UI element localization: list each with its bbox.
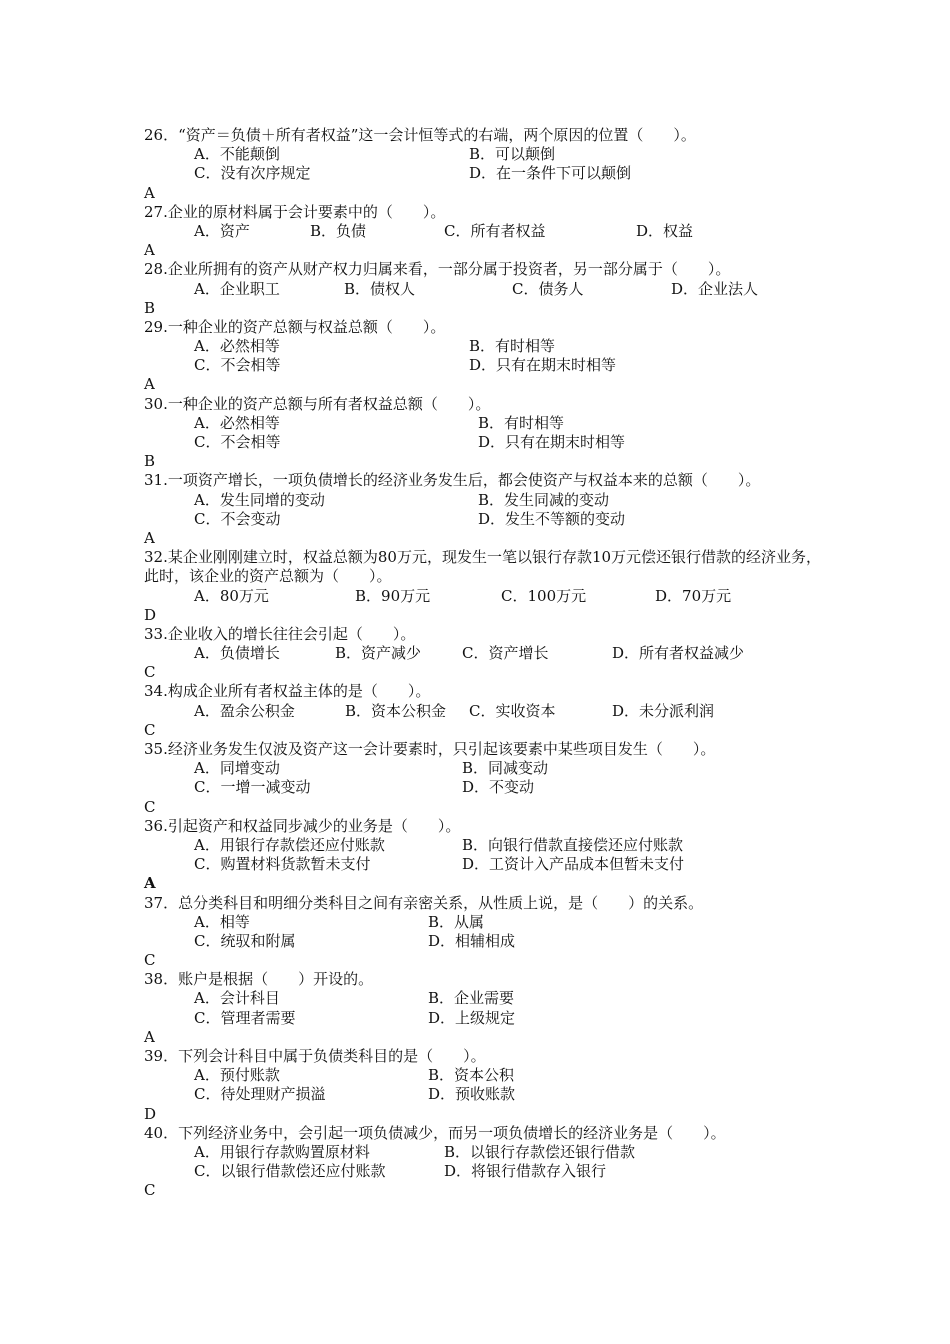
option-b: B．资本公积金 [345, 701, 447, 720]
question-stem: 30.一种企业的资产总额与所有者权益总额（ ）。 [144, 394, 491, 413]
question-33 [144, 625, 824, 683]
option-row [144, 1009, 824, 1028]
question-stem: 38．账户是根据（ ）开设的。 [144, 970, 374, 989]
answer-key: A [144, 241, 155, 260]
option-b: B．有时相等 [469, 337, 556, 356]
option-row [144, 778, 824, 797]
question-stem: 29.一种企业的资产总额与权益总额（ ）。 [144, 317, 446, 336]
option-b: B．资产减少 [335, 644, 422, 663]
question-35 [144, 740, 824, 817]
question-stem: 33.企业收入的增长往往会引起（ ）。 [144, 624, 416, 643]
question-31 [144, 471, 824, 548]
question-30 [144, 395, 824, 472]
question-stem: 34.构成企业所有者权益主体的是（ ）。 [144, 682, 431, 701]
question-40 [144, 1124, 824, 1201]
question-28 [144, 260, 824, 318]
option-row [144, 836, 824, 855]
option-row [144, 644, 824, 663]
option-c: C．所有者权益 [444, 221, 546, 240]
question-stem: 26．“资产＝负债＋所有者权益”这一会计恒等式的右端，两个原因的位置（ ）。 [144, 126, 696, 144]
option-b: B．资本公积 [428, 1066, 515, 1085]
option-d: D．上级规定 [428, 1008, 516, 1027]
question-stem: 40．下列经济业务中，会引起一项负债减少，而另一项负债增长的经济业务是（ ）。 [144, 1123, 726, 1142]
question-stem: 37．总分类科目和明细分类科目之间有亲密关系，从性质上说，是（ ）的关系。 [144, 893, 704, 912]
option-a: A．会计科目 [194, 989, 280, 1008]
option-row [144, 491, 824, 510]
question-stem: 32.某企业刚刚建立时，权益总额为80万元，现发生一笔以银行存款10万元偿还银行借款的经济业务，此时，该企业的资产总额为（ ）。 [144, 548, 822, 586]
option-c: C．没有次序规定 [194, 164, 311, 183]
answer-key: C [144, 1181, 156, 1200]
answer-key: A [144, 375, 155, 394]
option-b: B．企业需要 [428, 989, 515, 1008]
answer-key: C [144, 797, 156, 816]
option-c: C．不会相等 [194, 433, 281, 451]
question-32 [144, 548, 824, 625]
option-b: B．90万元 [355, 586, 431, 605]
option-b: B．向银行借款直接偿还应付账款 [462, 835, 684, 854]
question-27 [144, 203, 824, 261]
answer-key: C [144, 720, 156, 739]
question-stem: 35.经济业务发生仅波及资产这一会计要素时，只引起该要素中某些项目发生（ ）。 [144, 740, 716, 759]
option-a: A．用银行存款购置原材料 [194, 1142, 370, 1161]
option-a: A．必然相等 [194, 413, 280, 432]
answer-key: A [144, 874, 156, 893]
option-d: D．在一条件下可以颠倒 [469, 164, 632, 183]
option-row [144, 702, 824, 721]
option-c: C．购置材料货款暂未支付 [194, 855, 371, 874]
option-c: C．实收资本 [469, 701, 556, 720]
option-c: C．管理者需要 [194, 1008, 296, 1027]
option-row [144, 164, 824, 183]
option-a: A．相等 [194, 912, 250, 931]
option-d: D．未分派利润 [612, 701, 715, 720]
question-26 [144, 126, 824, 203]
answer-key: A [144, 1027, 155, 1046]
option-c: C．待处理财产损溢 [194, 1085, 326, 1104]
option-a: A．资产 [194, 221, 250, 240]
option-b: B．负债 [310, 221, 367, 240]
question-stem: 36.引起资产和权益同步减少的业务是（ ）。 [144, 816, 461, 835]
answer-key: A [144, 528, 155, 547]
option-d: D．工资计入产品成本但暂未支付 [462, 855, 685, 874]
option-b: B．发生同减的变动 [478, 490, 610, 509]
option-row [144, 280, 824, 299]
option-b: B．可以颠倒 [469, 145, 556, 164]
option-c: C．债务人 [512, 279, 584, 298]
question-34 [144, 682, 824, 740]
option-c: C．以银行借款偿还应付账款 [194, 1162, 386, 1181]
answer-key: A [144, 183, 155, 202]
option-d: D．只有在期末时相等 [469, 356, 617, 375]
option-row [144, 222, 824, 241]
option-a: A．同增变动 [194, 759, 280, 778]
option-d: D．权益 [636, 221, 694, 240]
question-list [144, 126, 824, 1201]
answer-key: C [144, 951, 156, 970]
option-b: B．从属 [428, 912, 485, 931]
question-29 [144, 318, 824, 395]
answer-key: B [144, 298, 156, 317]
option-row [144, 913, 824, 932]
question-36 [144, 817, 824, 894]
answer-key: D [144, 1104, 157, 1123]
option-c: C．100万元 [501, 586, 587, 605]
option-b: B．有时相等 [478, 413, 565, 432]
question-stem: 39．下列会计科目中属于负债类科目的是（ ）。 [144, 1047, 486, 1066]
option-a: A．企业职工 [194, 279, 280, 298]
question-stem: 27.企业的原材料属于会计要素中的（ ）。 [144, 202, 446, 221]
option-row [144, 510, 824, 529]
option-row [144, 433, 824, 452]
option-row [144, 855, 824, 874]
option-row [144, 587, 824, 606]
option-d: D．企业法人 [671, 279, 759, 298]
option-a: A．用银行存款偿还应付账款 [194, 835, 385, 854]
option-row [144, 337, 824, 356]
option-a: A．发生同增的变动 [194, 490, 325, 509]
option-a: A．预付账款 [194, 1066, 280, 1085]
option-d: D．只有在期末时相等 [478, 433, 626, 451]
option-row [144, 1162, 824, 1181]
option-row [144, 1143, 824, 1162]
option-b: B．同减变动 [462, 759, 549, 778]
option-d: D．将银行借款存入银行 [444, 1162, 607, 1181]
question-39 [144, 1047, 824, 1124]
question-stem: 28.企业所拥有的资产从财产权力归属来看，一部分属于投资者，另一部分属于（ ）。 [144, 260, 731, 279]
option-a: A．必然相等 [194, 337, 280, 356]
answer-key: C [144, 663, 156, 682]
option-row [144, 1066, 824, 1085]
option-d: D．所有者权益减少 [612, 644, 745, 663]
option-row [144, 989, 824, 1008]
option-c: C．不会变动 [194, 509, 281, 528]
option-d: D．发生不等额的变动 [478, 509, 626, 528]
option-row [144, 932, 824, 951]
option-d: D．不变动 [462, 778, 535, 797]
option-a: A．80万元 [194, 586, 269, 605]
option-a: A．负债增长 [194, 644, 280, 663]
option-c: C．统驭和附属 [194, 931, 296, 950]
option-d: D．70万元 [655, 586, 732, 605]
option-row [144, 145, 824, 164]
option-b: B．债权人 [344, 279, 416, 298]
answer-key: D [144, 605, 157, 624]
option-row [144, 759, 824, 778]
option-c: C．一增一减变动 [194, 778, 311, 797]
option-row [144, 414, 824, 433]
option-b: B．以银行存款偿还银行借款 [444, 1142, 636, 1161]
question-38 [144, 970, 824, 1047]
option-a: A．盈余公积金 [194, 701, 295, 720]
option-row [144, 356, 824, 375]
option-d: D．相辅相成 [428, 931, 516, 950]
question-stem: 31.一项资产增长，一项负债增长的经济业务发生后，都会使资产与权益本来的总额（ ）。 [144, 471, 761, 490]
option-d: D．预收账款 [428, 1085, 516, 1104]
question-37 [144, 894, 824, 971]
option-c: C．不会相等 [194, 356, 281, 375]
option-c: C．资产增长 [462, 644, 549, 663]
answer-key: B [144, 452, 156, 471]
option-row [144, 1085, 824, 1104]
option-a: A．不能颠倒 [194, 145, 280, 164]
